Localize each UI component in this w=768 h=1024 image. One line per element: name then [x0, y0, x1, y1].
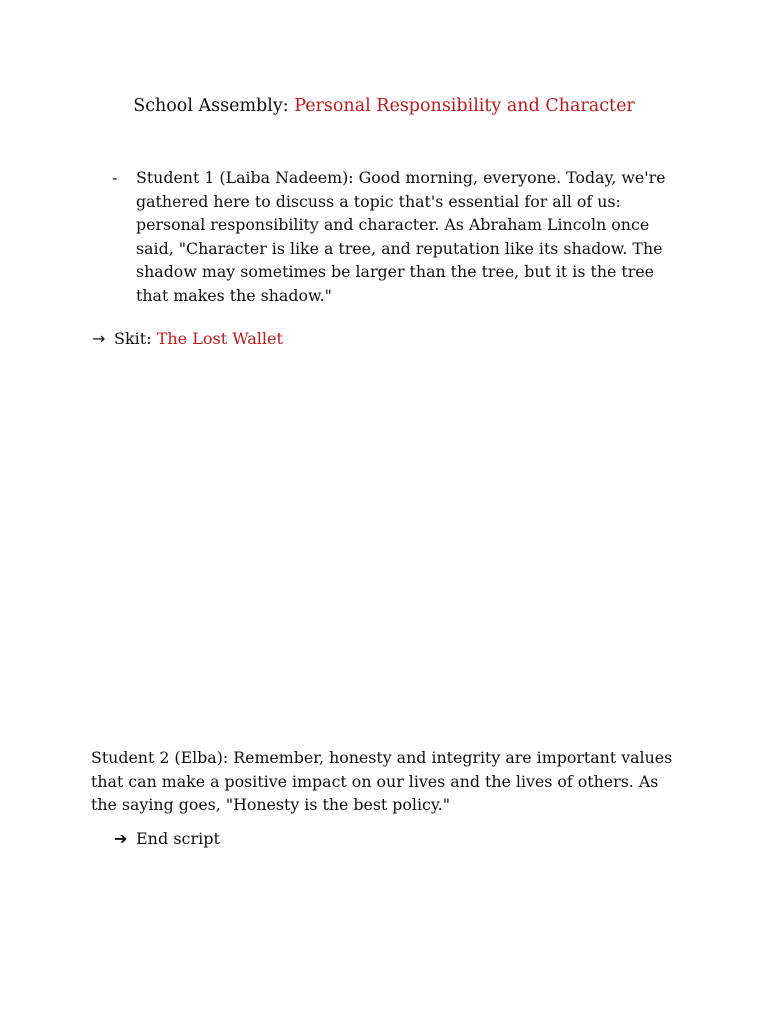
bullet-dash: - — [112, 168, 118, 187]
bold-right-arrow-icon: ➔ — [114, 829, 128, 848]
skit-name: The Lost Wallet — [156, 329, 283, 348]
end-script-label: End script — [136, 829, 220, 848]
right-arrow-icon: → — [92, 329, 106, 348]
end-script-line — [114, 827, 220, 851]
document-title — [0, 94, 768, 118]
skit-label: Skit: — [114, 329, 157, 348]
title-prefix: School Assembly: — [133, 96, 295, 116]
title-highlight: Personal Responsibility and Character — [294, 96, 635, 116]
student1-bullet — [112, 166, 682, 307]
student1-text: Student 1 (Laiba Nadeem): Good morning, everyone. Today, we're gathered here to discuss a topic that's essential for all of us: personal responsibility and character. As Abraham Lincoln once said, "Character is like a tree, and reputation like its shadow. The shadow may sometimes be larger than the tree, but it is the tree that makes the shadow." — [136, 168, 666, 305]
skit-line — [92, 327, 283, 351]
student2-text: Student 2 (Elba): Remember, honesty and integrity are important values that can make a positive impact on our lives and the lives of others. As the saying goes, "Honesty is the best policy." — [91, 748, 673, 814]
